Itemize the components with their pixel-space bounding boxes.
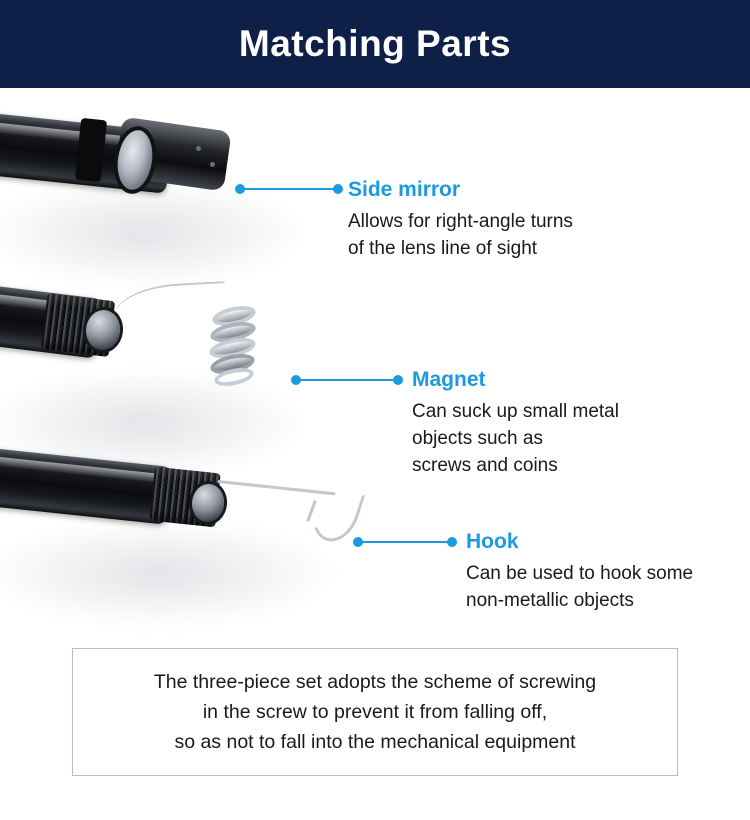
leader-line-side-mirror: [240, 188, 338, 190]
shadow-blob-1: [0, 178, 310, 288]
magnet-spring: [208, 303, 262, 391]
product-photo-area: [0, 88, 750, 640]
leader-dot-end: [393, 375, 403, 385]
callout-title-magnet: Magnet: [412, 368, 486, 391]
leader-dot-end: [447, 537, 457, 547]
barrel-dot-1: [196, 146, 201, 151]
leader-line-hook: [358, 541, 452, 543]
leader-dot-start: [353, 537, 363, 547]
leader-dot-end: [333, 184, 343, 194]
callout-hook: [466, 530, 746, 614]
barrel-dot-2: [210, 162, 215, 167]
page-title: Matching Parts: [238, 23, 512, 64]
leader-line-magnet: [296, 379, 398, 381]
callout-title-hook: Hook: [466, 530, 519, 553]
callout-desc-hook: Can be used to hook some non-metallic objects: [466, 563, 694, 611]
note-line-3: so as not to fall into the mechanical equipment: [174, 731, 576, 753]
header-banner: [0, 0, 750, 88]
leader-dot-start: [291, 375, 301, 385]
callout-desc-magnet: Can suck up small metal objects such as screws and coins: [412, 401, 619, 476]
callout-magnet: [412, 368, 742, 479]
note-line-2: in the screw to prevent it from falling off,: [202, 701, 548, 723]
callout-side-mirror: [348, 178, 728, 262]
callout-title-side-mirror: Side mirror: [348, 178, 461, 201]
note-box: [72, 648, 678, 776]
leader-dot-start: [235, 184, 245, 194]
callout-desc-side-mirror: Allows for right-angle turns of the lens line of sight: [348, 211, 573, 259]
shadow-blob-3: [0, 518, 340, 628]
note-line-1: The three-piece set adopts the scheme of screwing: [153, 671, 597, 693]
